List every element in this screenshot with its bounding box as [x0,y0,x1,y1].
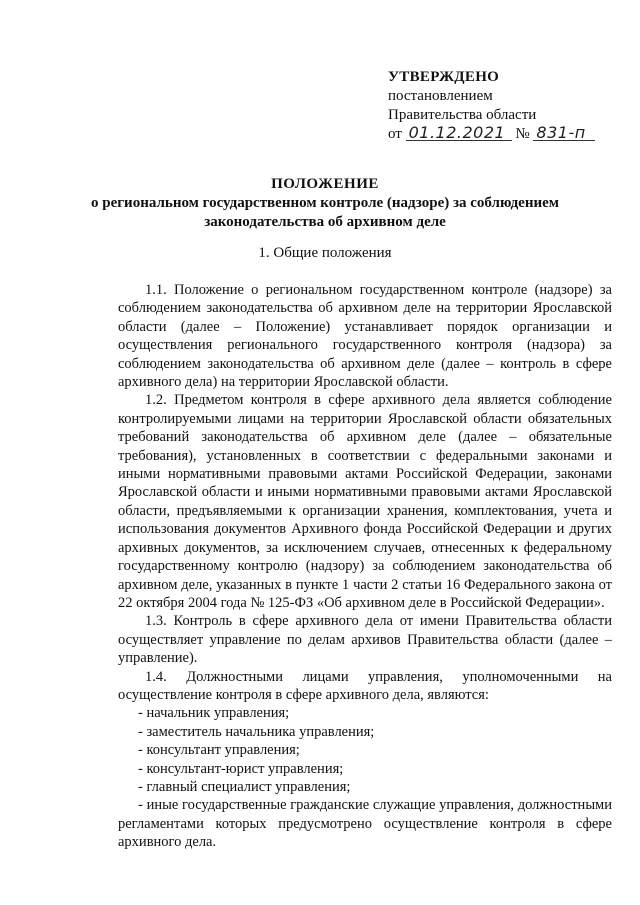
official-list-item: - консультант-юрист управления; [138,760,344,777]
approved-by: постановлением [388,88,493,104]
section-heading: 1. Общие положения [258,245,392,261]
document-title [60,175,590,232]
official-list-item: - главный специалист управления; [138,778,351,795]
document-body [118,281,612,852]
paragraph-1-3: 1.3. Контроль в сфере архивного дела от имени Правительства области осуществляет управление по делам архивов Правительства области (далее – управление). [118,613,612,667]
approved-label: УТВЕРЖДЕНО [388,69,500,85]
official-list-item: - консультант управления; [138,742,300,759]
approval-stamp [388,68,618,144]
official-list-item: - начальник управления; [138,705,290,722]
title-heading: ПОЛОЖЕНИЕ [271,176,379,192]
date-prefix: от [388,126,402,142]
handwritten-number: 831-п [533,125,595,141]
paragraph-1-4: 1.4. Должностными лицами управления, уполномоченными на осуществление контроля в сфере архивного дела, являются: [118,668,612,703]
number-prefix: № [515,126,530,142]
official-list-item-last: - иные государственные гражданские служащие управления, должностными регламентами которых предусмотрено осуществление контроля в сфере архивного дела. [118,797,612,851]
approval-date-number [388,125,618,144]
paragraph-1-1: 1.1. Положение о региональном государственном контроле (надзоре) за соблюдением законодательства об архивном деле на территории Ярославской области (далее – Положение) устанавливает порядок организации и осуществления регионального государственного контроля (надзора) за соблюдением законодательства об архивном деле (далее – контроль в сфере архивного дела) на территории Ярославской области. [118,282,612,391]
title-subtitle: о региональном государственном контроле (надзоре) за соблюдением законодательства об архивном деле [91,195,559,230]
handwritten-date: 01.12.2021 [406,125,512,141]
approving-authority: Правительства области [388,107,537,123]
paragraph-1-2: 1.2. Предметом контроля в сфере архивного дела является соблюдение контролируемыми лицами на территории Ярославской области обязательных требований законодательства об архивном деле (далее – обязательные требования), установленных в соответствии с федеральными законами и иными нормативными правовыми актами Российской Федерации, законами Ярославской области и иными нормативными правовыми актами Ярославской области, предъявляемыми к организации хранения, комплектования, учета и использования документов Архивного фонда Российской Федерации и других архивных документов, за исключением случаев, отнесенных к федеральному государственному контролю (надзору) за соблюдением законодательства об архивном деле, указанных в пункте 1 части 2 статьи 16 Федерального закона от 22 октября 2004 года № 125-ФЗ «Об архивном деле в Российской Федерации». [118,392,612,611]
official-list-item: - заместитель начальника управления; [138,723,375,740]
